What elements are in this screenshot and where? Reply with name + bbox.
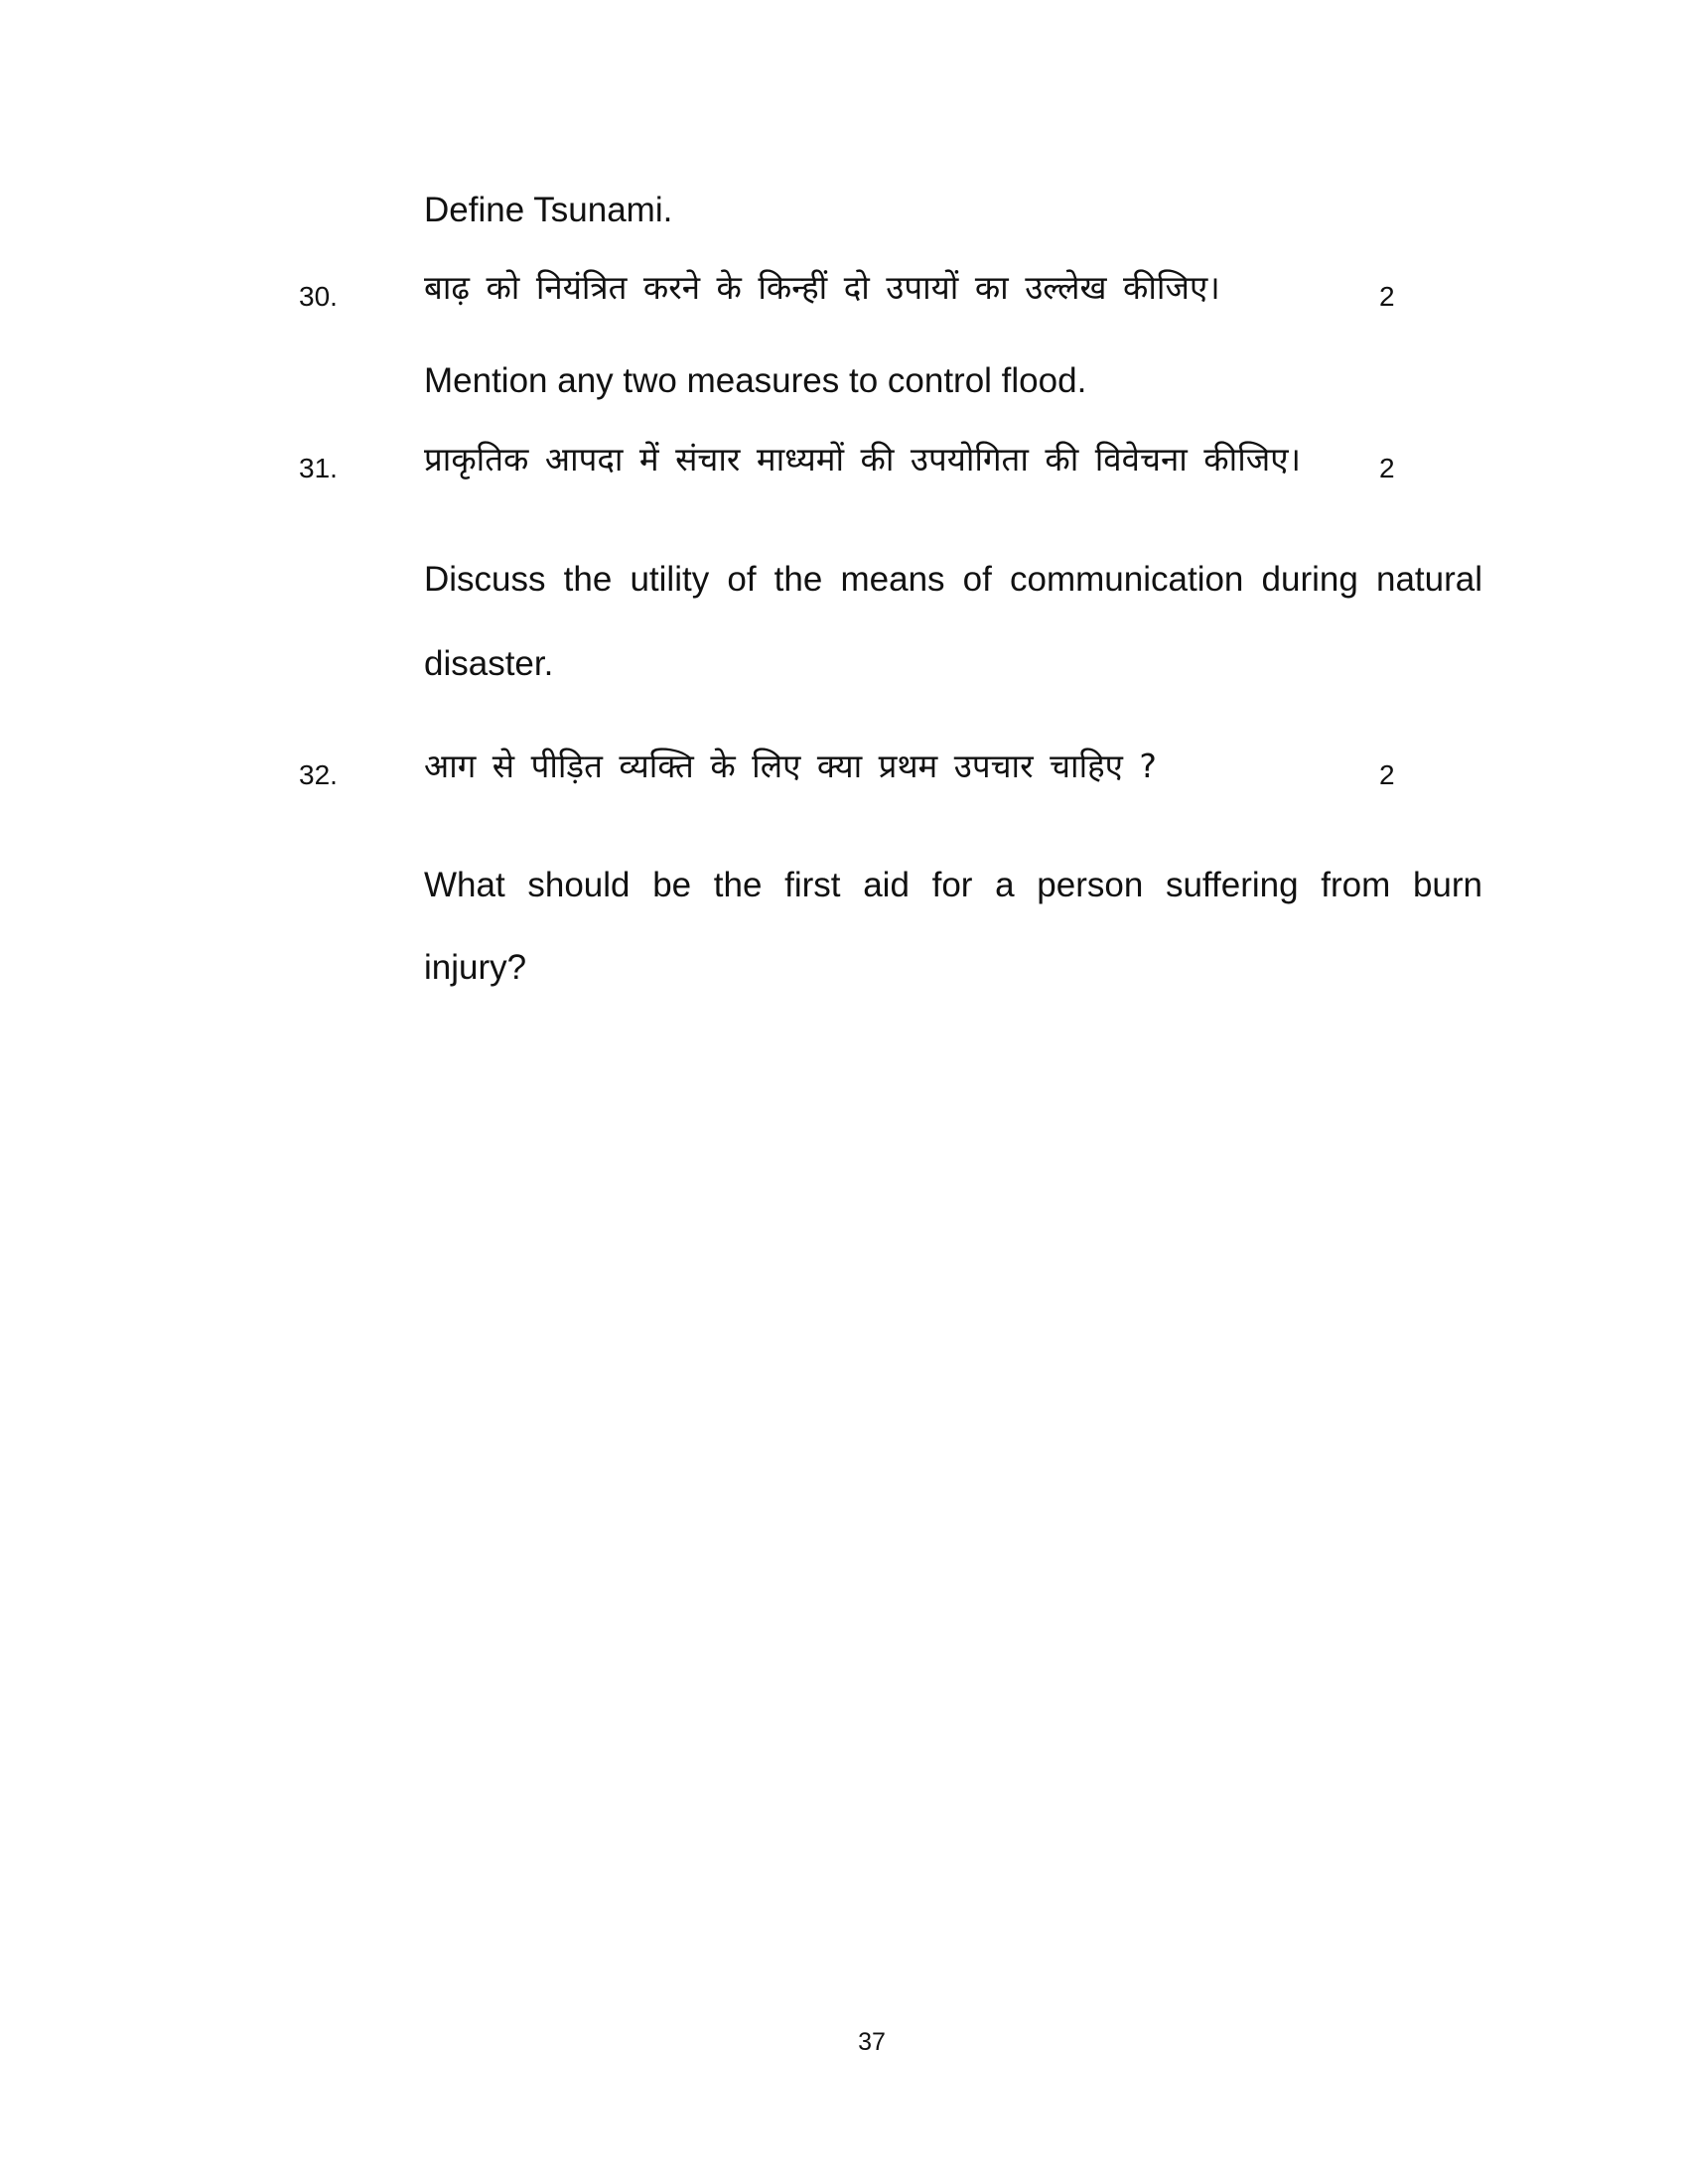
question-hindi-text: बाढ़ को नियंत्रित करने के किन्हीं दो उपायों का उल्लेख कीजिए। (424, 268, 1220, 307)
question-marks: 2 (1379, 453, 1395, 483)
question-english-text-line-2: disaster. (424, 644, 554, 683)
question-number: 31. (299, 453, 338, 483)
question-english-text-line-2: injury? (424, 948, 527, 987)
question-marks: 2 (1379, 759, 1395, 790)
question-english-text-line-1: What should be the first aid for a person suffering from burn (424, 866, 1482, 904)
question-number: 30. (299, 281, 338, 312)
q29-english-text: Define Tsunami. (424, 191, 673, 229)
question-english-text-line-1: Discuss the utility of the means of communication during natural (424, 560, 1482, 599)
question-number: 32. (299, 759, 338, 790)
question-hindi-text: प्राकृतिक आपदा में संचार माध्यमों की उपयोगिता की विवेचना कीजिए। (424, 440, 1301, 478)
question-marks: 2 (1379, 281, 1395, 312)
question-english-text: Mention any two measures to control flood. (424, 361, 1087, 400)
question-hindi-text: आग से पीड़ित व्यक्ति के लिए क्या प्रथम उपचार चाहिए ? (424, 747, 1157, 785)
page-number: 37 (858, 2028, 886, 2056)
